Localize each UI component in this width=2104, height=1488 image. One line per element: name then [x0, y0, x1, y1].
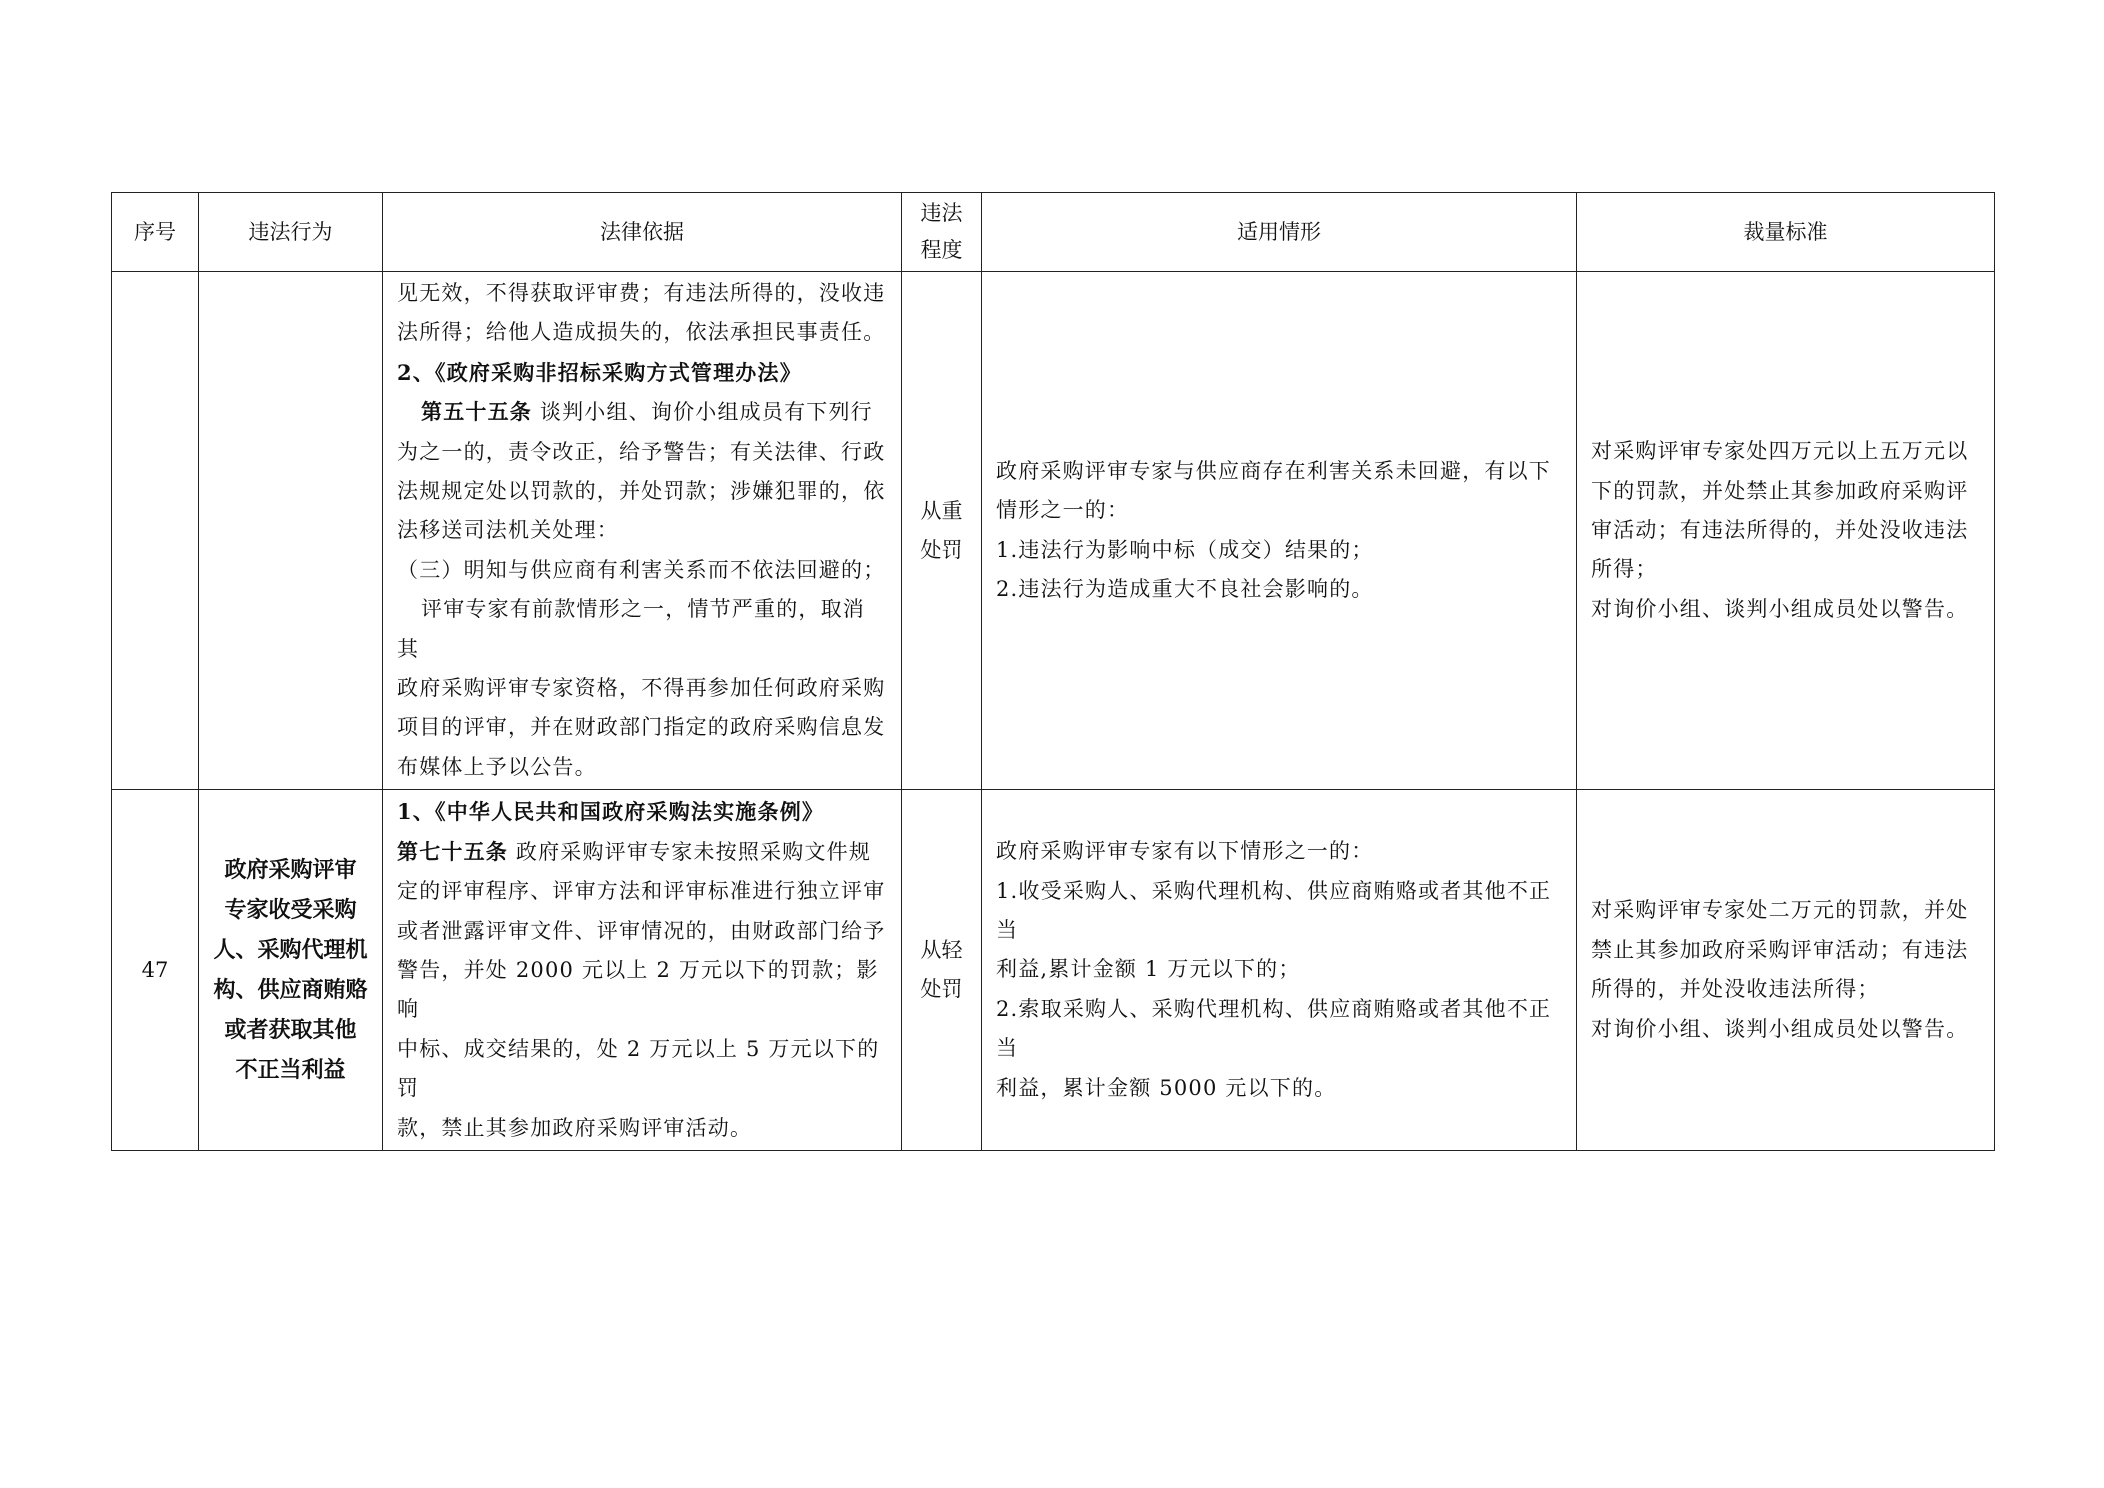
- table-row-continued: [112, 272, 1995, 790]
- basis-law-title: 1、《中华人民共和国政府采购法实施条例》: [397, 799, 825, 825]
- basis-law-title: 2、《政府采购非招标采购方式管理办法》: [397, 359, 802, 385]
- basis-line: 款，禁止其参加政府采购评审活动。: [397, 1115, 753, 1140]
- degree-line-2: 处罚: [920, 977, 963, 1002]
- cell-standard: [1577, 272, 1995, 790]
- standard-line: 下的罚款，并处禁止其参加政府采购评: [1591, 478, 1969, 503]
- cell-situation: [982, 790, 1577, 1151]
- situation-line: 政府采购评审专家与供应商存在利害关系未回避，有以下: [996, 458, 1551, 483]
- penalty-table: [111, 192, 1995, 1151]
- cell-seq: 47: [112, 790, 199, 1151]
- basis-line: [397, 832, 887, 872]
- situation-line: 利益,累计金额 1 万元以下的；: [996, 957, 1301, 982]
- standard-line: 禁止其参加政府采购评审活动；有违法: [1591, 937, 1969, 962]
- cell-degree: [902, 272, 982, 790]
- basis-line: 布媒体上予以公告。: [397, 754, 597, 779]
- header-behavior: 违法行为: [199, 193, 383, 272]
- basis-line: （三）明知与供应商有利害关系而不依法回避的；: [397, 557, 886, 582]
- standard-line: 对采购评审专家处二万元的罚款，并处: [1591, 898, 1969, 923]
- basis-article-number: 第七十五条: [397, 838, 508, 864]
- basis-line: 法所得；给他人造成损失的，依法承担民事责任。: [397, 320, 886, 345]
- behavior-line: 构、供应商贿赂: [213, 977, 368, 1004]
- cell-behavior: [199, 790, 383, 1151]
- header-basis: 法律依据: [383, 193, 902, 272]
- standard-line: 所得的，并处没收违法所得；: [1591, 977, 1880, 1002]
- standard-line: 审活动；有违法所得的，并处没收违法: [1591, 517, 1969, 542]
- basis-line: 项目的评审，并在财政部门指定的政府采购信息发: [397, 715, 886, 740]
- header-degree-line-2: 程度: [920, 238, 963, 262]
- basis-article-text: 谈判小组、询价小组成员有下列行: [532, 400, 873, 425]
- behavior-line: 不正当利益: [235, 1057, 346, 1084]
- standard-line: 对采购评审专家处四万元以上五万元以: [1591, 439, 1969, 464]
- situation-line: 2.违法行为造成重大不良社会影响的。: [996, 577, 1374, 602]
- cell-behavior: [199, 272, 383, 790]
- situation-line: 1.违法行为影响中标（成交）结果的；: [996, 537, 1374, 562]
- basis-line: 评审专家有前款情形之一，情节严重的，取消其: [397, 597, 865, 661]
- header-degree: [902, 193, 982, 272]
- cell-situation: [982, 272, 1577, 790]
- situation-line: 利益，累计金额 5000 元以下的。: [996, 1075, 1337, 1100]
- basis-line: 见无效，不得获取评审费；有违法所得的，没收违: [397, 281, 886, 305]
- behavior-line: 专家收受采购: [224, 897, 357, 924]
- header-seq: 序号: [112, 193, 199, 272]
- standard-line: 对询价小组、谈判小组成员处以警告。: [1591, 1016, 1969, 1041]
- basis-line: [397, 392, 887, 432]
- basis-line: 法规规定处以罚款的，并处罚款；涉嫌犯罪的，依: [397, 479, 886, 504]
- degree-line-1: 从轻: [920, 938, 963, 963]
- situation-line: 政府采购评审专家有以下情形之一的：: [996, 839, 1374, 864]
- basis-line: 警告，并处 2000 元以上 2 万元以下的罚款；影响: [397, 957, 879, 1022]
- situation-line: 1.收受采购人、采购代理机构、供应商贿赂或者其他不正当: [996, 878, 1552, 942]
- cell-standard: [1577, 790, 1995, 1151]
- behavior-line: 政府采购评审: [224, 857, 357, 884]
- cell-legal-basis: [383, 272, 902, 790]
- basis-article-text: 政府采购评审专家未按照采购文件规: [508, 839, 872, 864]
- header-degree-line-1: 违法: [920, 201, 963, 225]
- degree-line-1: 从重: [920, 498, 963, 523]
- table-row-47: [112, 790, 1995, 1151]
- degree-line-2: 处罚: [920, 537, 963, 562]
- basis-line: 中标、成交结果的，处 2 万元以上 5 万元以下的罚: [397, 1036, 880, 1101]
- basis-line: 定的评审程序、评审方法和评审标准进行独立评审: [397, 879, 886, 904]
- standard-line: 所得；: [1591, 557, 1658, 582]
- behavior-line: 人、采购代理机: [213, 937, 368, 964]
- cell-degree: [902, 790, 982, 1151]
- header-situation: 适用情形: [982, 193, 1577, 272]
- cell-seq: [112, 272, 199, 790]
- basis-line: 或者泄露评审文件、评审情况的，由财政部门给予: [397, 918, 886, 943]
- standard-line: 对询价小组、谈判小组成员处以警告。: [1591, 596, 1969, 621]
- situation-line: 情形之一的：: [996, 498, 1130, 523]
- basis-article-number: 第五十五条: [421, 399, 532, 425]
- basis-line: 政府采购评审专家资格，不得再参加任何政府采购: [397, 676, 886, 701]
- behavior-line: 或者获取其他: [224, 1017, 357, 1044]
- basis-line: 法移送司法机关处理：: [397, 518, 619, 543]
- situation-line: 2.索取采购人、采购代理机构、供应商贿赂或者其他不正当: [996, 996, 1552, 1061]
- header-standard: 裁量标准: [1577, 193, 1995, 272]
- cell-legal-basis: [383, 790, 902, 1151]
- basis-line: 为之一的，责令改正，给予警告；有关法律、行政: [397, 439, 886, 464]
- table-header-row: [112, 193, 1995, 272]
